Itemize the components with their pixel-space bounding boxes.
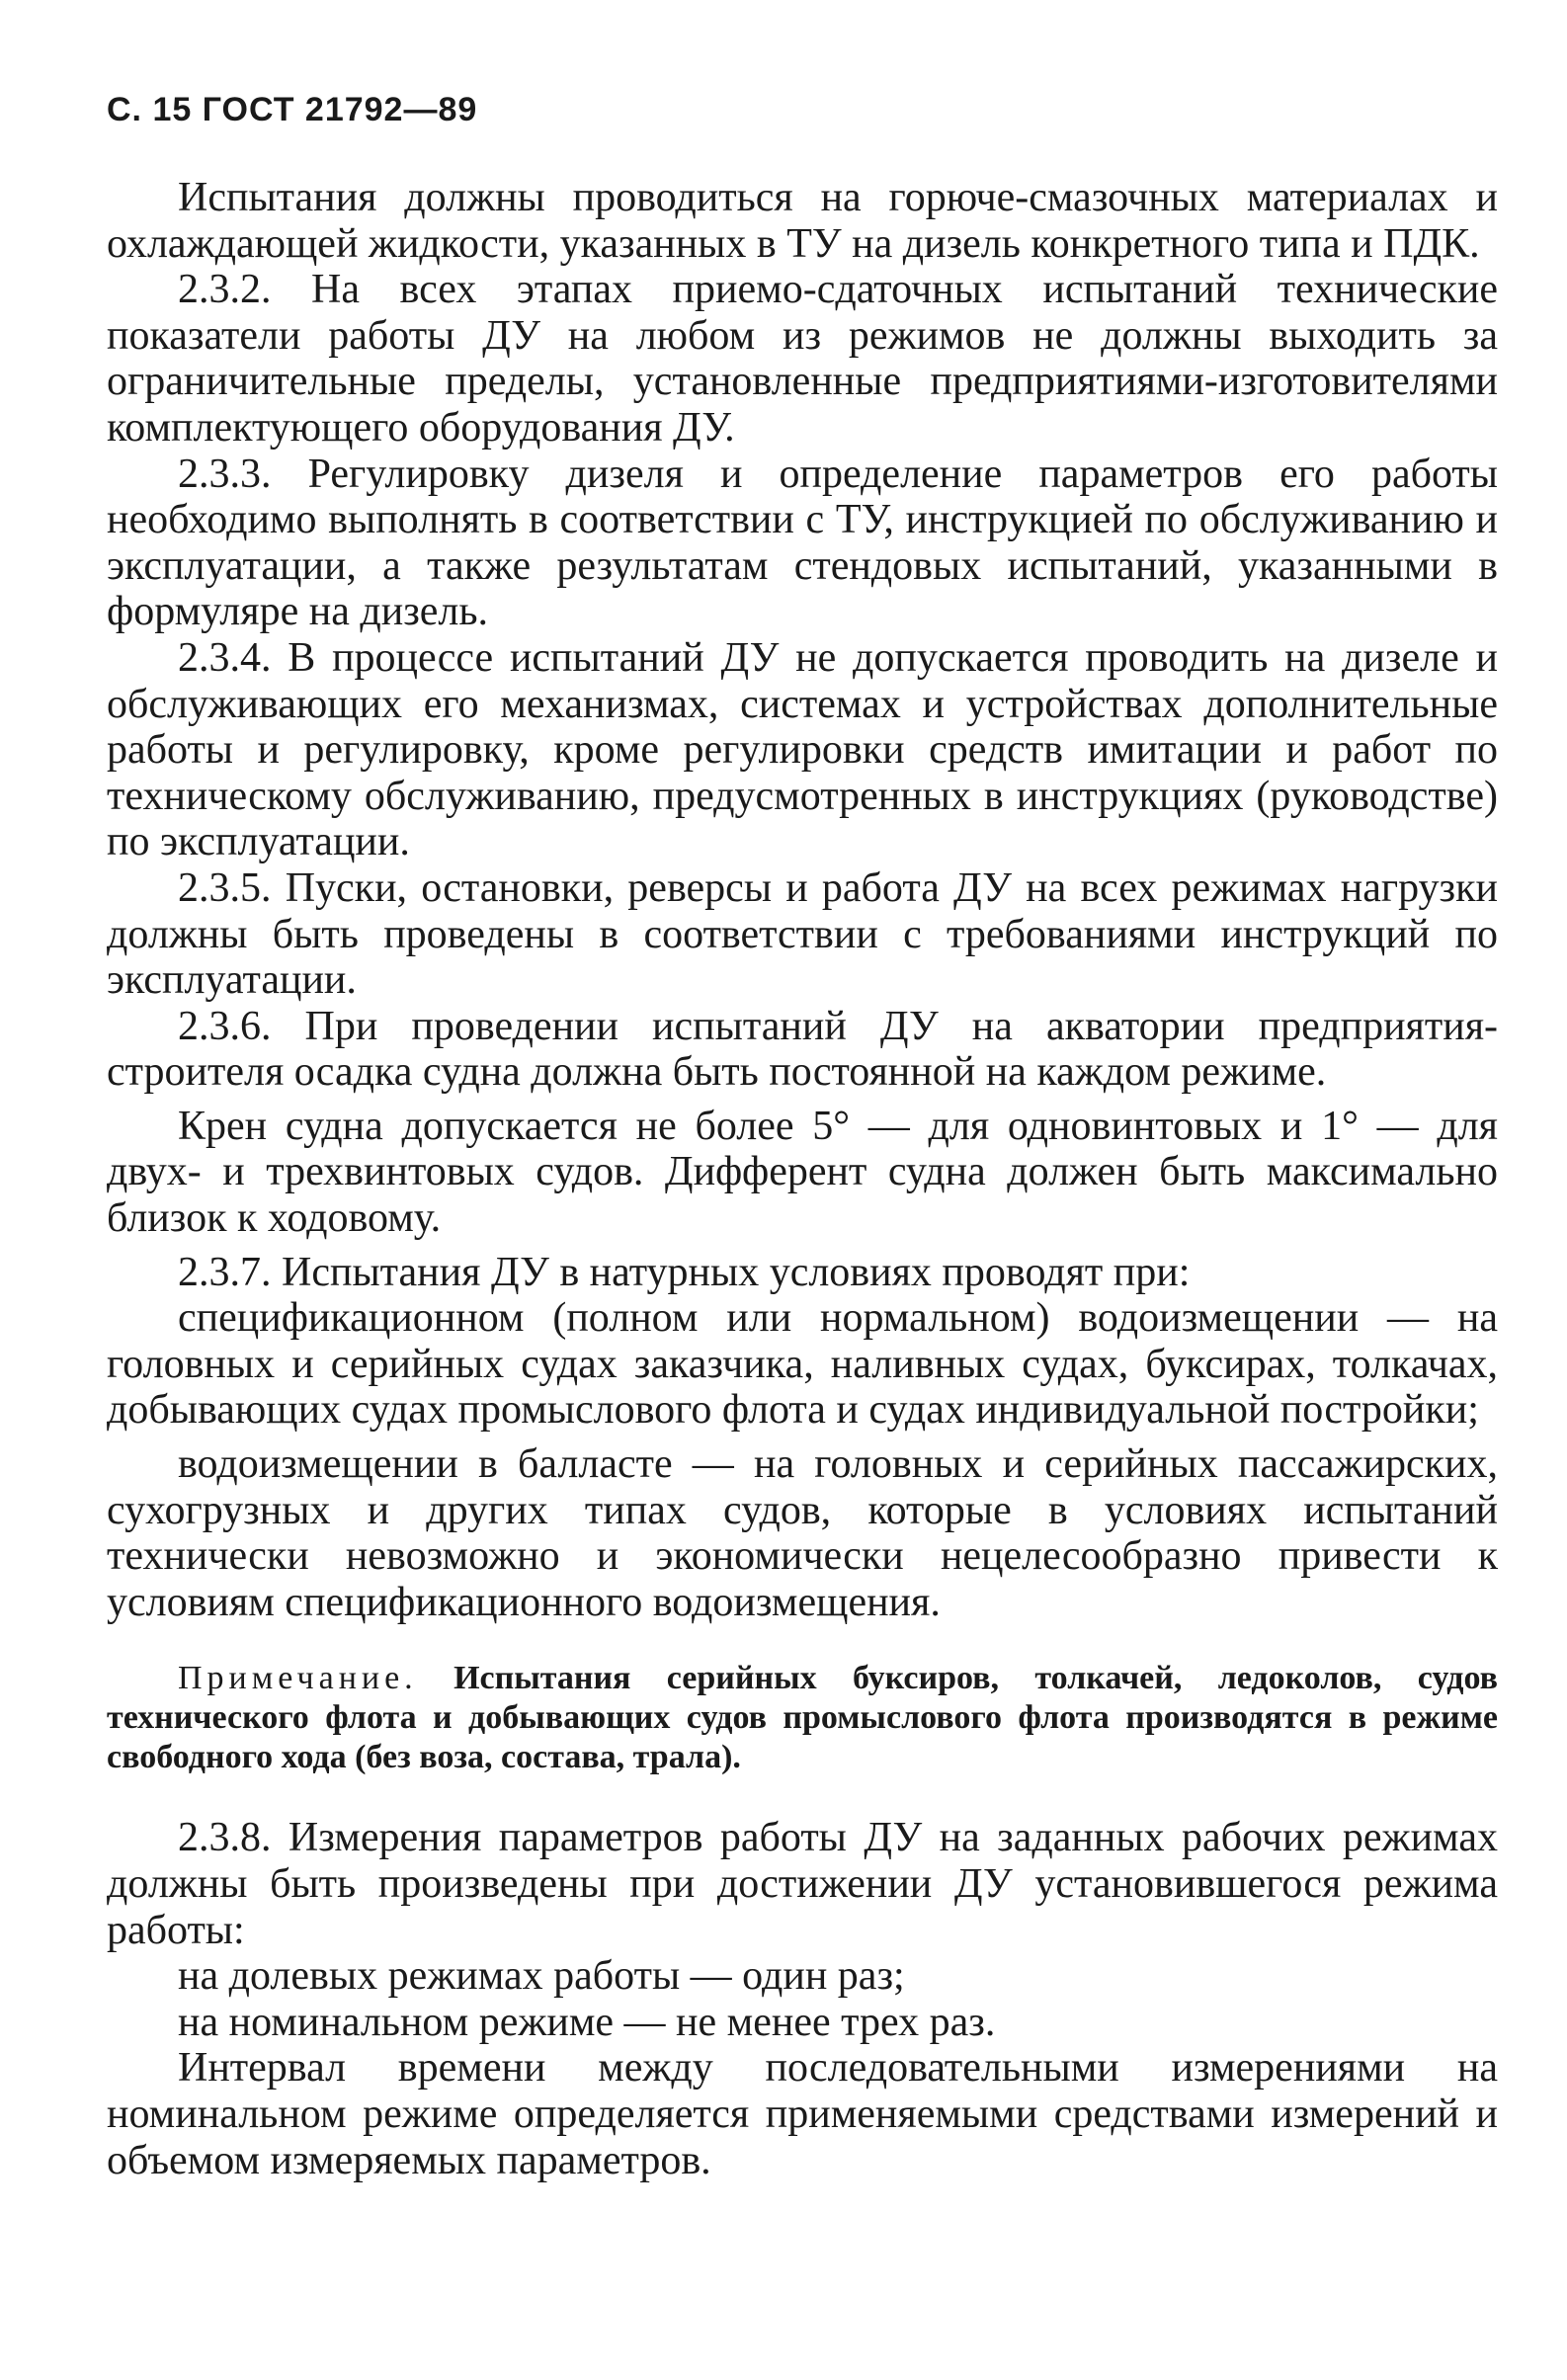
page-header: С. 15 ГОСТ 21792—89 [107,91,478,128]
paragraph: Испытания должны проводиться на горюче-смазочных материалах и охлаждающей жидкости, указанных в ТУ на дизель конкретного типа и ПДК. [107,175,1498,267]
clause-2-3-7: 2.3.7. Испытания ДУ в натурных условиях проводят при: [178,1249,1191,1295]
note [107,1659,1498,1777]
paragraph-heel: Крен судна допускается не более 5° — для одновинтовых и 1° — для двух- и трехвинтовых судов. Дифферент судна должен быть максимально близок к ходовому. [107,1103,1498,1242]
list-item-nominal-mode: на номинальном режиме — не менее трех раз. [178,1999,996,2045]
clause-2-3-4: 2.3.4. В процессе испытаний ДУ не допускается проводить на дизеле и обслуживающих его механизмах, системах и устройствах дополнительные работы и регулировку, кроме регулировки средств имитации и работ по техническому обслуживанию, предусмотренных в инструкциях (руководстве) по эксплуатации. [107,634,1498,865]
paragraph-interval: Интервал времени между последовательными измерениями на номинальном режиме определяется применяемыми средствами измерений и объемом измеряемых параметров. [107,2045,1498,2183]
clause-2-3-8: 2.3.8. Измерения параметров работы ДУ на заданных рабочих режимах должны быть произведены при достижении ДУ установившегося режима работы: [107,1815,1498,1953]
document-page [107,91,1498,2183]
list-item-displacement-spec: спецификационном (полном или нормальном) водоизмещении — на головных и серийных судах заказчика, наливных судах, буксирах, толкачах, добывающих судах промыслового флота и судах индивидуальной постройки; [107,1295,1498,1434]
clause-2-3-3: 2.3.3. Регулировку дизеля и определение параметров его работы необходимо выполнять в соответствии с ТУ, инструкцией по обслуживанию и эксплуатации, а также результатам стендовых испытаний, указанными в формуляре на дизель. [107,451,1498,635]
list-item-displacement-ballast: водоизмещении в балласте — на головных и серийных пассажирских, сухогрузных и других типах судов, которые в условиях испытаний технически невозможно и экономически нецелесообразно привести к условиям спецификационного водоизмещения. [107,1441,1498,1625]
clause-2-3-5: 2.3.5. Пуски, остановки, реверсы и работа ДУ на всех режимах нагрузки должны быть проведены в соответствии с требованиями инструкций по эксплуатации. [107,864,1498,1004]
clause-2-3-2: 2.3.2. На всех этапах приемо-сдаточных испытаний технические показатели работы ДУ на любом из режимов не должны выходить за ограничительные пределы, установленные предприятиями-изготовителями комплектующего оборудования ДУ. [107,267,1498,451]
clause-2-3-6: 2.3.6. При проведении испытаний ДУ на акватории предприятия-строителя осадка судна должна быть постоянной на каждом режиме. [107,1003,1498,1096]
list-item-partial-modes: на долевых режимах работы — один раз; [178,1953,905,2000]
note-text: Испытания серийных буксиров, толкачей, ледоколов, судов технического флота и добывающих судов промыслового флота производятся в режиме свободного хода (без воза, состава, трала). [107,1660,1498,1776]
note-label: Примечание. [178,1660,418,1697]
